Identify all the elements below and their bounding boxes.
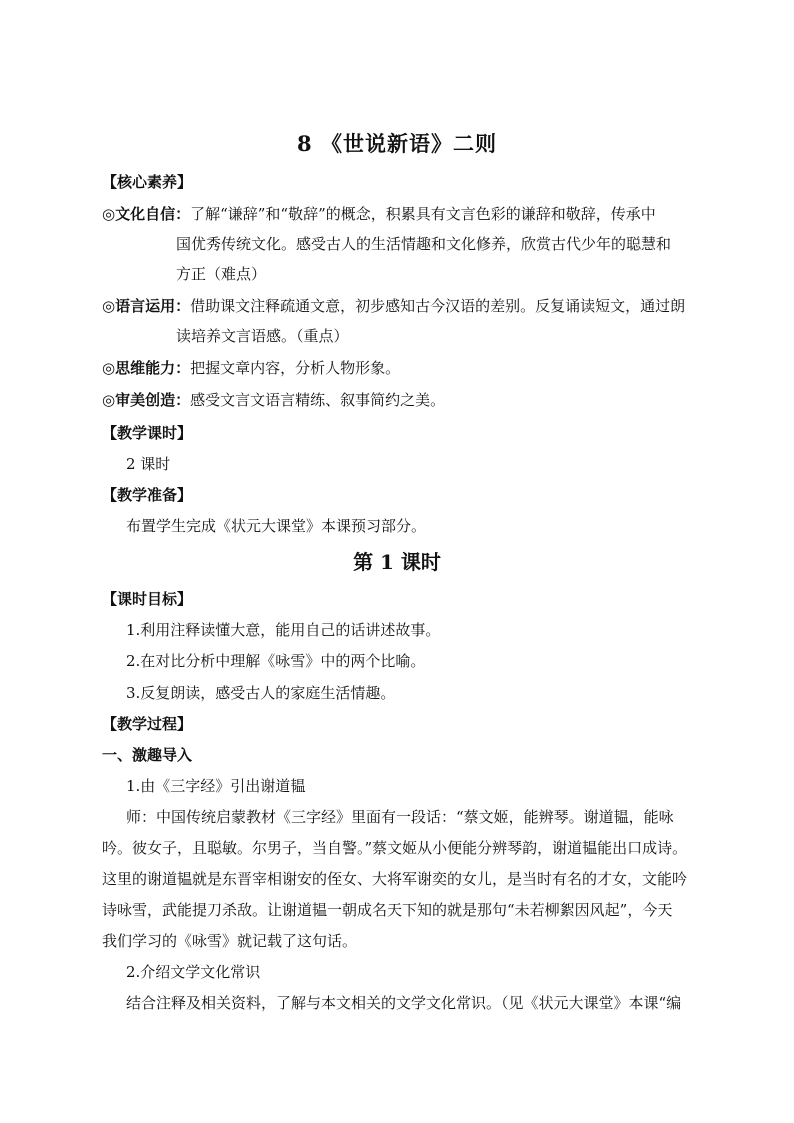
prep-heading: 【教学准备】 [102,486,193,504]
step-heading: 1.由《三字经》引出谢道韫 [126,777,306,795]
paragraph-line: 结合注释及相关资料，了解与本文相关的文学文化常识。（见《状元大课堂》本课“编 [126,994,682,1012]
page-title: 8 《世说新语》二则 [297,131,497,156]
core-item-thinking [102,357,400,378]
goal-item: 2.在对比分析中理解《咏雪》中的两个比喻。 [126,652,426,670]
core-item-aesthetic [102,389,445,410]
goal-item: 1.利用注释读懂大意，能用自己的话讲述故事。 [126,621,441,639]
core-text-line: 借助课文注释疏通文意，初步感知古今汉语的差别。反复诵读短文，通过朗 [190,297,686,315]
core-text-line: 把握文章内容，分析人物形象。 [190,359,401,377]
paragraph-line: 我们学习的《咏雪》就记载了这句话。 [102,932,358,950]
core-item-culture [102,203,656,224]
core-heading: 【核心素养】 [102,173,193,191]
core-text-line: 方正（难点） [176,265,267,283]
core-text-line: 感受文言文语言精练、叙事简约之美。 [190,391,446,409]
paragraph-line: 吟。彼女子，且聪敏。尔男子，当自警。”蔡文姬从小便能分辨琴韵，谢道韫能出口成诗。 [102,839,688,857]
lesson-title: 第 1 课时 [353,550,441,574]
prep-text: 布置学生完成《状元大课堂》本课预习部分。 [126,517,427,535]
paragraph-line: 师：中国传统启蒙教材《三字经》里面有一段话：“蔡文姬，能辨琴。谢道韫，能咏 [126,808,674,826]
section-heading: 一、激趣导入 [102,746,193,764]
core-text-line: 读培养文言语感。（重点） [176,327,349,345]
hours-heading: 【教学课时】 [102,424,193,442]
core-label-thinking: ◎思维能力： [102,359,191,377]
paragraph-line: 这里的谢道韫就是东晋宰相谢安的侄女、大将军谢奕的女儿，是当时有名的才女，文能吟 [102,870,688,888]
core-text-line: 了解“谦辞”和“敬辞”的概念，积累具有文言色彩的谦辞和敬辞，传承中 [190,205,656,223]
core-item-language [102,295,685,316]
hours-text: 2 课时 [126,455,171,473]
core-text-line: 国优秀传统文化。感受古人的生活情趣和文化修养，欣赏古代少年的聪慧和 [176,235,672,253]
core-label-aesthetic: ◎审美创造： [102,391,191,409]
process-heading: 【教学过程】 [102,715,193,733]
step-heading: 2.介绍文学文化常识 [126,963,261,981]
core-label-language: ◎语言运用： [102,297,191,315]
goals-heading: 【课时目标】 [102,590,193,608]
goal-item: 3.反复朗读，感受古人的家庭生活情趣。 [126,684,396,702]
core-label-culture: ◎文化自信： [102,205,191,223]
paragraph-line: 诗咏雪，武能提刀杀敌。让谢道韫一朝成名天下知的就是那句“未若柳絮因风起”，今天 [102,901,673,919]
